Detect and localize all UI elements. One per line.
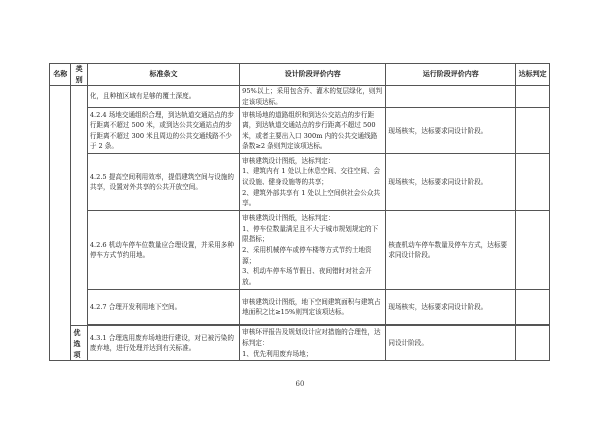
design-cell bbox=[240, 86, 386, 108]
table-row-optional bbox=[50, 326, 550, 361]
design-cell bbox=[240, 211, 386, 290]
design-cell bbox=[240, 326, 386, 361]
table-row bbox=[50, 290, 550, 325]
design-line: 2、建筑外部共享有 1 处以上空间供社会公众共享。 bbox=[242, 188, 381, 208]
design-line: 1、优先利用废弃场地； bbox=[242, 349, 313, 358]
design-cell bbox=[240, 108, 386, 154]
table-row bbox=[50, 211, 550, 290]
header-operation-evaluation: 运行阶段评价内容 bbox=[386, 64, 516, 86]
table-header-row bbox=[50, 64, 550, 86]
page-number: 60 bbox=[295, 380, 305, 388]
judgement-cell bbox=[516, 211, 550, 290]
design-line: 95%以上；采用包含乔、灌木的复层绿化，则判定该项达标。 bbox=[242, 87, 383, 106]
design-line: 审核场地的道路组织和到达公交站点的步行距离，到达轨道交通站点的步行距离不超过 500 米，或者主要出入口 300m 内的公共交通线路条数≥2 条则判定该项达标。 bbox=[242, 110, 378, 151]
operation-cell: 同设计阶段。 bbox=[386, 326, 516, 361]
category-char: 项 bbox=[73, 349, 81, 359]
standard-cell: 4.3.1 合理选用废弃场地进行建设，对已被污染的废弃地，进行处理并达到有关标准。 bbox=[87, 326, 239, 361]
name-cell bbox=[50, 86, 71, 361]
category-cell bbox=[71, 86, 87, 326]
table-row bbox=[50, 154, 550, 211]
standard-cell: 4.2.5 提高空间利用效率，提倡建筑空间与设施的共享，设置对外共享的公共开放空间。 bbox=[87, 154, 239, 211]
judgement-cell bbox=[516, 108, 550, 154]
table-row bbox=[50, 86, 550, 108]
header-judgement: 达标判定 bbox=[516, 64, 550, 86]
header-name: 名称 bbox=[50, 64, 71, 86]
operation-cell bbox=[386, 86, 516, 108]
operation-cell: 现场核实，达标要求同设计阶段。 bbox=[386, 108, 516, 154]
category-char: 优 bbox=[73, 327, 81, 337]
category-char: 选 bbox=[73, 338, 81, 348]
header-design-evaluation: 设计阶段评价内容 bbox=[240, 64, 386, 86]
evaluation-standard-table bbox=[49, 63, 550, 361]
header-standard: 标准条文 bbox=[87, 64, 239, 86]
judgement-cell bbox=[516, 86, 550, 108]
judgement-cell bbox=[516, 326, 550, 361]
design-cell bbox=[240, 154, 386, 211]
standard-cell: 4.2.4 场地交通组织合理，到达轨道交通站点的步行距离不超过 500 米，或到达公共交通站点的步行距离不超过 300 米且周边的公共交通线路不少于 2 条。 bbox=[87, 108, 239, 154]
design-line: 审核建筑设计图纸，达标判定： bbox=[242, 156, 335, 165]
design-line: 审核环评报告及规划设计应对措施的合理性，达标判定： bbox=[242, 328, 381, 348]
design-line: 审核建筑设计图纸，达标判定： bbox=[242, 214, 335, 223]
design-line: 1、建筑内有 1 处以上休息空间、交往空间、会议设施、健身设施等的共享； bbox=[242, 167, 381, 187]
design-cell bbox=[240, 290, 386, 325]
judgement-cell bbox=[516, 290, 550, 325]
standard-cell: 4.2.7 合理开发利用地下空间。 bbox=[87, 290, 239, 325]
design-line: 3、机动车停车场节假日、夜间错时对社会开放。 bbox=[242, 267, 372, 286]
standard-cell: 4.2.6 机动车停车位数量应合理设置，并采用多种停车方式节约用地。 bbox=[87, 211, 239, 290]
category-optional-cell bbox=[71, 326, 87, 361]
header-category: 类别 bbox=[71, 64, 87, 86]
operation-cell: 核查机动车停车数量及停车方式，达标要求同设计阶段。 bbox=[386, 211, 516, 290]
table-row bbox=[50, 108, 550, 154]
design-line: 1、停车位数量满足且不大于城市规划规定的下限指标； bbox=[242, 224, 379, 244]
operation-cell: 现场核实，达标要求同设计阶段。 bbox=[386, 290, 516, 325]
standard-cell: 化，且种植区域有足够的覆土深度。 bbox=[87, 86, 239, 108]
design-line: 2、采用机械停车或停车楼等方式节约土地资源； bbox=[242, 246, 372, 265]
judgement-cell bbox=[516, 154, 550, 211]
operation-cell: 现场核实，达标要求同设计阶段。 bbox=[386, 154, 516, 211]
design-line: 审核建筑设计图纸，地下空间建筑面积与建筑占地面积之比≥15%则判定该项达标。 bbox=[242, 297, 381, 317]
